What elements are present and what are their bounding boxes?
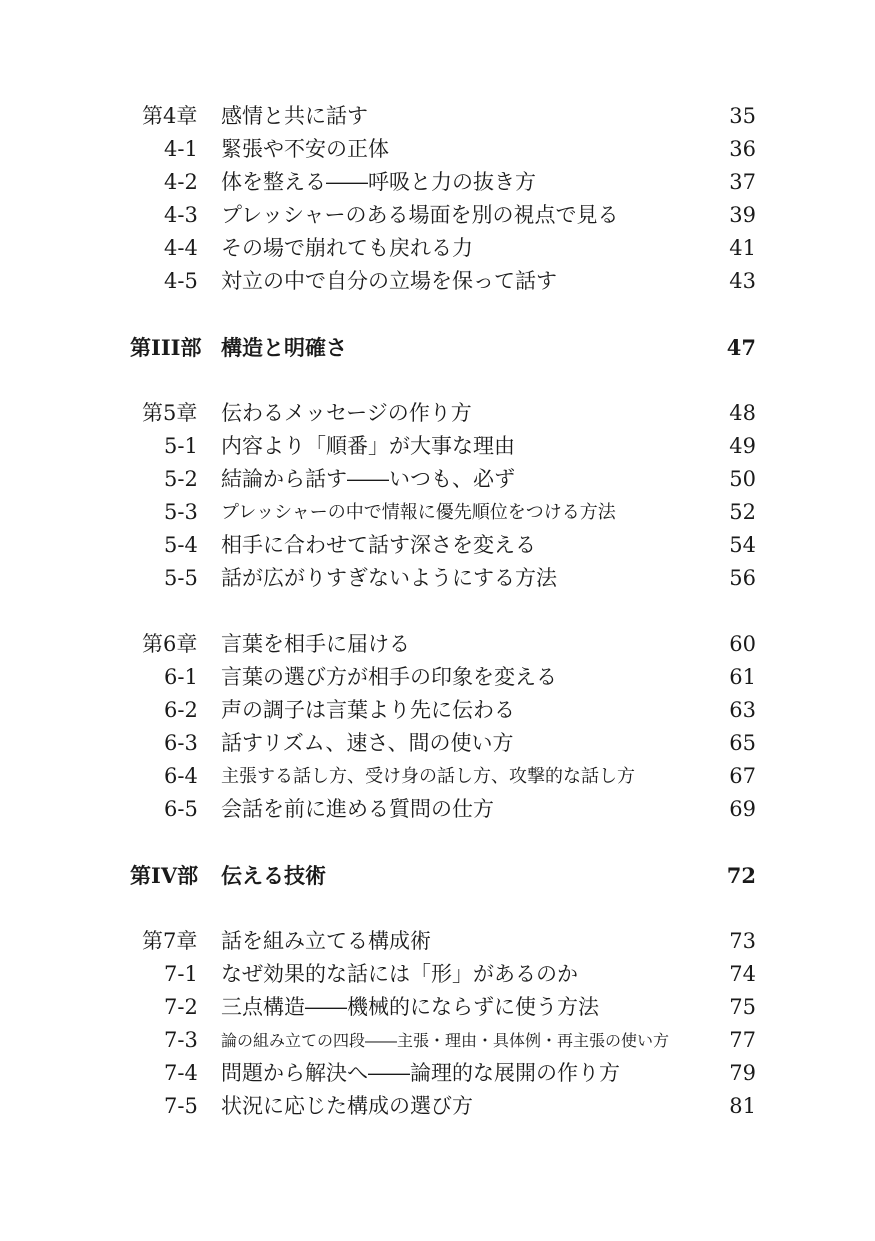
- entry-number: 4-2: [164, 170, 198, 194]
- toc-section-6-4[interactable]: [0, 760, 875, 793]
- entry-number: 5-2: [164, 467, 198, 491]
- entry-number: 5-1: [164, 434, 198, 458]
- toc-section-7-4[interactable]: [0, 1057, 875, 1090]
- entry-title: その場で崩れても戻れる力: [221, 236, 473, 260]
- entry-title: 伝わるメッセージの作り方: [221, 401, 472, 425]
- toc-section-5-5[interactable]: [0, 562, 875, 595]
- entry-number: 5-4: [164, 533, 198, 557]
- entry-number: 5-3: [164, 500, 198, 524]
- entry-number: 6-4: [164, 764, 198, 788]
- entry-page: 75: [729, 995, 756, 1019]
- entry-page: 41: [729, 236, 756, 260]
- entry-title: 内容より「順番」が大事な理由: [221, 434, 515, 458]
- toc-section-4-2[interactable]: [0, 166, 875, 199]
- toc-section-7-1[interactable]: [0, 958, 875, 991]
- toc-section-7-3[interactable]: [0, 1024, 875, 1057]
- toc-part-4[interactable]: [0, 859, 875, 892]
- entry-title: 話が広がりすぎないようにする方法: [221, 566, 557, 590]
- toc-section-6-2[interactable]: [0, 694, 875, 727]
- entry-number: 6-3: [164, 731, 198, 755]
- toc-section-7-5[interactable]: [0, 1090, 875, 1123]
- entry-page: 52: [729, 500, 756, 524]
- entry-page: 47: [726, 335, 756, 360]
- entry-number: 4-5: [164, 269, 198, 293]
- entry-title: 緊張や不安の正体: [221, 137, 389, 161]
- entry-number: 6-1: [164, 665, 198, 689]
- entry-page: 48: [729, 401, 756, 425]
- entry-number: 4-4: [164, 236, 198, 260]
- toc-section-4-4[interactable]: [0, 232, 875, 265]
- entry-title: プレッシャーの中で情報に優先順位をつける方法: [221, 502, 616, 523]
- entry-page: 39: [729, 203, 756, 227]
- entry-number: 7-2: [164, 995, 198, 1019]
- entry-number: 7-5: [164, 1094, 198, 1118]
- entry-number: 7-1: [164, 962, 198, 986]
- toc-section-4-1[interactable]: [0, 133, 875, 166]
- entry-title: 三点構造――機械的にならずに使う方法: [221, 995, 599, 1019]
- entry-number: 6-2: [164, 698, 198, 722]
- entry-number: 7-4: [164, 1061, 198, 1085]
- entry-page: 56: [729, 566, 756, 590]
- entry-number: 第III部: [130, 335, 202, 360]
- entry-title: 主張する話し方、受け身の話し方、攻撃的な話し方: [221, 766, 635, 787]
- entry-page: 36: [729, 137, 756, 161]
- entry-title: 体を整える――呼吸と力の抜き方: [221, 170, 536, 194]
- toc-chapter-7[interactable]: [0, 925, 875, 958]
- entry-page: 61: [729, 665, 756, 689]
- entry-number: 5-5: [164, 566, 198, 590]
- toc-section-6-3[interactable]: [0, 727, 875, 760]
- entry-number: 4-3: [164, 203, 198, 227]
- toc-section-4-3[interactable]: [0, 199, 875, 232]
- toc-section-6-1[interactable]: [0, 661, 875, 694]
- entry-number: 7-3: [164, 1028, 198, 1052]
- entry-number: 4-1: [164, 137, 198, 161]
- toc-section-7-2[interactable]: [0, 991, 875, 1024]
- entry-title: 問題から解決へ――論理的な展開の作り方: [221, 1061, 620, 1085]
- toc-section-6-5[interactable]: [0, 793, 875, 826]
- entry-page: 50: [729, 467, 756, 491]
- entry-title: 構造と明確さ: [221, 335, 347, 360]
- entry-title: 相手に合わせて話す深さを変える: [221, 533, 536, 557]
- entry-number: 第5章: [142, 401, 198, 425]
- entry-title: 言葉を相手に届ける: [221, 632, 410, 656]
- entry-page: 74: [729, 962, 756, 986]
- entry-page: 77: [729, 1028, 756, 1052]
- entry-page: 65: [729, 731, 756, 755]
- entry-number: 6-5: [164, 797, 198, 821]
- entry-title: 状況に応じた構成の選び方: [221, 1094, 473, 1118]
- entry-title: 声の調子は言葉より先に伝わる: [221, 698, 515, 722]
- entry-page: 69: [729, 797, 756, 821]
- entry-title: なぜ効果的な話には「形」があるのか: [221, 962, 578, 986]
- entry-page: 67: [729, 764, 756, 788]
- toc-section-5-2[interactable]: [0, 463, 875, 496]
- toc-section-5-3[interactable]: [0, 496, 875, 529]
- entry-title: 伝える技術: [221, 863, 326, 888]
- entry-number: 第7章: [142, 929, 198, 953]
- entry-page: 35: [729, 104, 756, 128]
- entry-page: 43: [729, 269, 756, 293]
- entry-page: 73: [729, 929, 756, 953]
- toc-chapter-4[interactable]: [0, 100, 875, 133]
- entry-title: 論の組み立ての四段――主張・理由・具体例・再主張の使い方: [221, 1031, 670, 1050]
- entry-page: 49: [729, 434, 756, 458]
- entry-page: 72: [726, 863, 756, 888]
- toc-chapter-6[interactable]: [0, 628, 875, 661]
- entry-title: プレッシャーのある場面を別の視点で見る: [221, 203, 619, 227]
- entry-number: 第6章: [142, 632, 198, 656]
- entry-number: 第4章: [142, 104, 198, 128]
- entry-title: 結論から話す――いつも、必ず: [221, 467, 515, 491]
- toc-chapter-5[interactable]: [0, 397, 875, 430]
- entry-title: 言葉の選び方が相手の印象を変える: [221, 665, 557, 689]
- entry-title: 話すリズム、速さ、間の使い方: [221, 731, 514, 755]
- entry-title: 感情と共に話す: [221, 104, 368, 128]
- toc-section-4-5[interactable]: [0, 265, 875, 298]
- entry-page: 54: [729, 533, 756, 557]
- entry-page: 81: [729, 1094, 756, 1118]
- toc-part-3[interactable]: [0, 331, 875, 364]
- entry-page: 37: [729, 170, 756, 194]
- entry-number: 第IV部: [130, 863, 199, 888]
- entry-title: 会話を前に進める質問の仕方: [221, 797, 494, 821]
- entry-page: 63: [729, 698, 756, 722]
- entry-page: 60: [729, 632, 756, 656]
- toc-section-5-1[interactable]: [0, 430, 875, 463]
- toc-section-5-4[interactable]: [0, 529, 875, 562]
- entry-title: 対立の中で自分の立場を保って話す: [221, 269, 557, 293]
- entry-title: 話を組み立てる構成術: [221, 929, 431, 953]
- entry-page: 79: [729, 1061, 756, 1085]
